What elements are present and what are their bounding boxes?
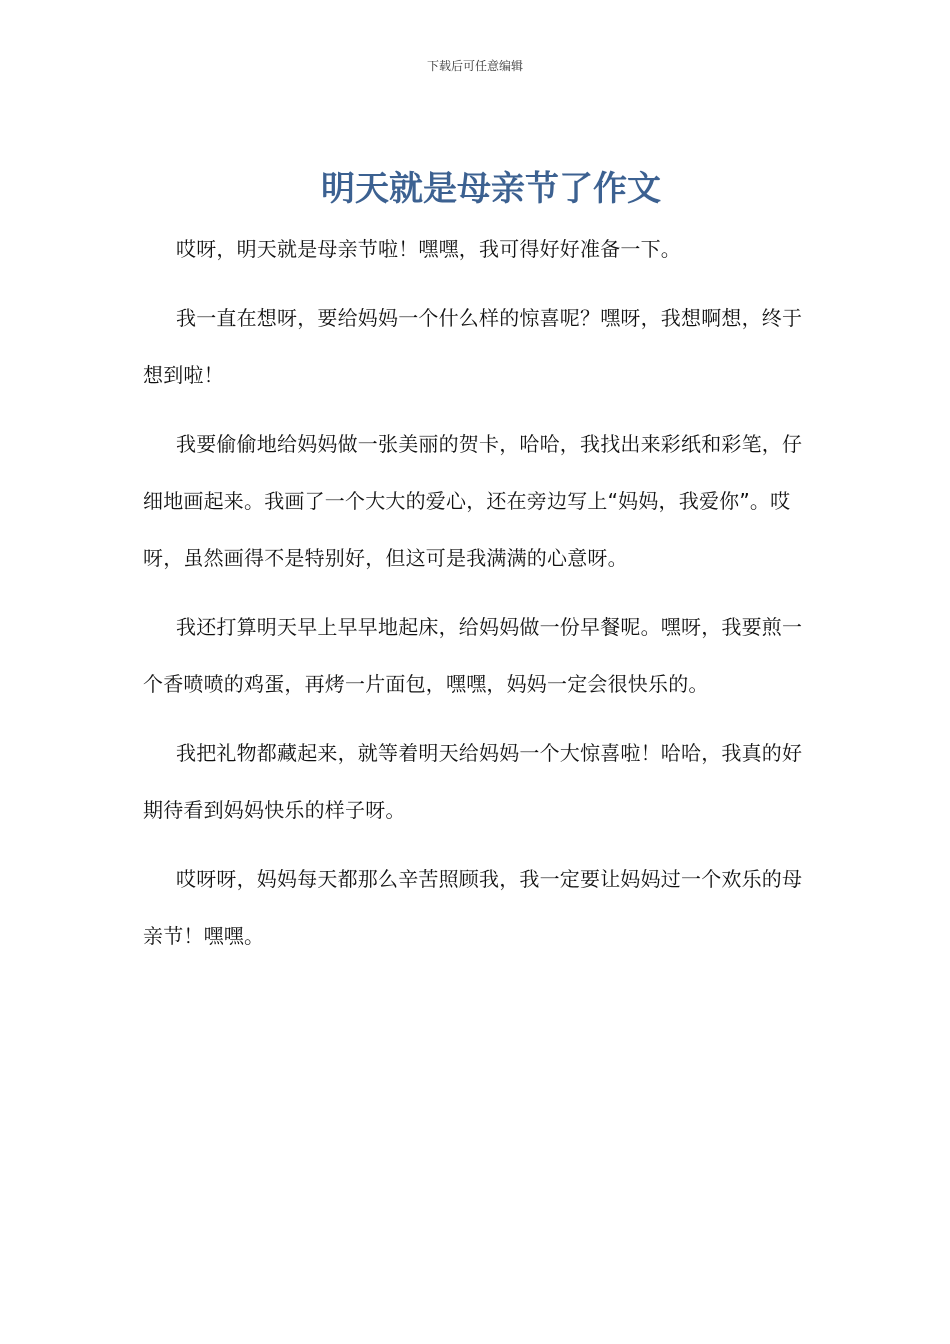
paragraph: 我要偷偷地给妈妈做一张美丽的贺卡，哈哈，我找出来彩纸和彩笔，仔细地画起来。我画了一个大大的爱心，还在旁边写上“妈妈，我爱你”。哎呀，虽然画得不是特别好，但这可是我满满的心意呀。 — [143, 432, 803, 570]
paragraph: 我一直在想呀，要给妈妈一个什么样的惊喜呢？嘿呀，我想啊想，终于想到啦！ — [143, 306, 803, 387]
paragraph: 哎呀呀，妈妈每天都那么辛苦照顾我，我一定要让妈妈过一个欢乐的母亲节！嘿嘿。 — [143, 867, 803, 948]
paragraph: 我把礼物都藏起来，就等着明天给妈妈一个大惊喜啦！哈哈，我真的好期待看到妈妈快乐的样子呀。 — [143, 741, 803, 822]
paragraph: 哎呀，明天就是母亲节啦！嘿嘿，我可得好好准备一下。 — [176, 237, 681, 261]
paragraph: 我还打算明天早上早早地起床，给妈妈做一份早餐呢。嘿呀，我要煎一个香喷喷的鸡蛋，再烤一片面包，嘿嘿，妈妈一定会很快乐的。 — [143, 615, 803, 696]
document-body — [143, 221, 803, 977]
header-note: 下载后可任意编辑 — [426, 59, 523, 73]
document-title: 明天就是母亲节了作文 — [321, 169, 661, 209]
